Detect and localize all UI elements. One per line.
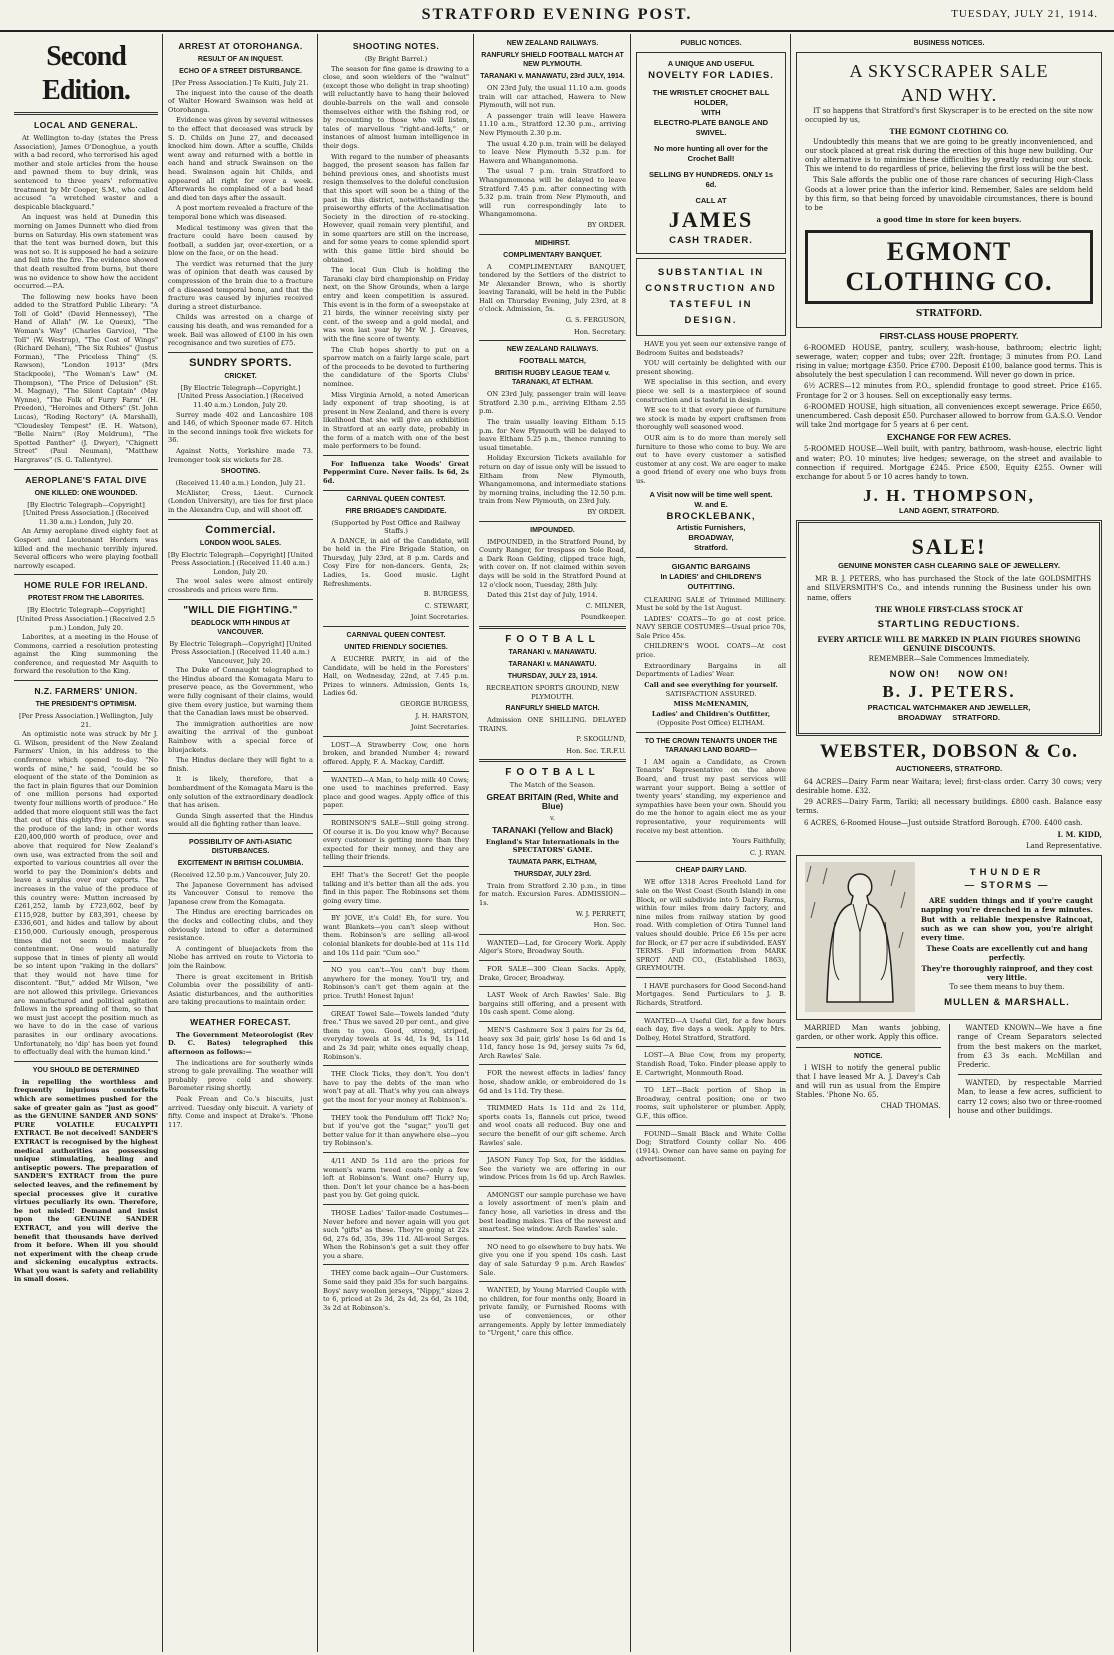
article-paragraph: There is great excitement in British Columbia over the possibility of anti-Asiatic disturbances, and the authorities are taking precautions to maintain order. <box>168 972 313 1007</box>
classified-ad: WANTED—Lad, for Grocery Work. Apply Alger's Store, Broadway South. <box>479 938 626 956</box>
notice-text: I AM again a Candidate, as Crown Tenants' Representative on the above Board, and trust my past services will warrant your support. Being a settler of twenty years' standing, my experience and sympathies have been your own. Should you do me the honor to again elect me as your representative, your requirements will receive my best attention. <box>636 757 786 835</box>
notice-text: RECREATION SPORTS GROUND, NEW PLYMOUTH. <box>485 683 620 701</box>
advert-text: Extraordinary Bargains in all Departments of Ladies' Wear. <box>636 661 786 679</box>
notice-subheadline: TARANAKI v. MANAWATU, 23rd JULY, 1914. <box>480 73 625 80</box>
signature: Hon. Secretary. <box>573 327 626 336</box>
article-paragraph: The Hindus declare they will fight to a finish. <box>168 756 313 773</box>
advert-text: 6 ACRES, 6-Roomed House—Just outside Stratford Borough. £700. £400 cash. <box>804 818 1083 827</box>
advert-thunderstorms <box>796 855 1102 1020</box>
advert-text: These Coats are excellently cut and hang perfectly. <box>926 944 1088 963</box>
advert-headline: THUNDER <box>969 867 1045 879</box>
notice-headline: FOOTBALL <box>505 633 600 645</box>
notice-text: The usual 4.20 p.m. train will be delayed to leave New Plymouth 5.32 p.m. for Hawera and Whanganomona. <box>479 139 626 165</box>
subheadline: ONE KILLED: ONE WOUNDED. <box>34 489 138 497</box>
section-header: PUBLIC NOTICES. <box>680 40 742 47</box>
wire-credit: [By Electric Telegraph—Copyright] [United Press Association.] (Received 2.5 p.m.) London, July 20. <box>16 606 156 632</box>
notice-text: Holiday Excursion Tickets available for return on day of issue only will be issued to Eltham from New Plymouth, Whangamomona, and intermediate stations by morning trains, including the 12.50 p.m. train from New Plymouth, on 23rd July. <box>479 454 626 506</box>
advert-line: LAND AGENT, STRATFORD. <box>899 506 999 516</box>
article-paragraph: The inquest into the cause of the death of Walter Howard Swainson was held at Otorohanga. <box>168 88 313 114</box>
advert-text: 6-ROOMED HOUSE, high situation, all conveniences except sewerage. Price £650, unencumbered. Cash deposit £50. Purchaser allowed to borrow from G.A.S.O. Vendor will take 2nd mortgage for 5 years at 6 per cent. <box>796 402 1102 430</box>
notice-text: The Match of the Season. <box>509 781 596 790</box>
classified-ad: AMONGST our sample purchase we have a lovely assortment of men's plain and fancy hose, all varieties in dress and the best leading makes. Ties of the newest and smartest. See window. Arch Rawles' sale. <box>479 1190 626 1234</box>
column-4 <box>479 36 626 1651</box>
advert-line: THE WRISTLET CROCHET BALL HOLDER, <box>652 88 770 107</box>
advert-name: MULLEN & MARSHALL. <box>944 997 1070 1009</box>
subheadline: RESULT OF AN INQUEST. <box>197 56 284 63</box>
notice-subheadline: FOOTBALL MATCH, <box>519 358 586 366</box>
notice-text: England's Star Internationals in the SPECTATORS' GAME. <box>485 837 620 855</box>
signature: J. H. HARSTON, <box>415 711 469 720</box>
notice-subheadline: RANFURLY SHIELD FOOTBALL MATCH AT NEW PLYMOUTH. <box>481 52 624 68</box>
advert-text: Ladies' and Children's Outfitter, <box>651 709 771 718</box>
newspaper-title: STRATFORD EVENING POST. <box>421 6 693 23</box>
advert-skyscraper-sale <box>796 52 1102 328</box>
notice-headline: NOTICE. <box>854 1052 883 1060</box>
advert-line: Artistic Furnishers, <box>676 522 746 532</box>
advert-text: EVERY ARTICLE WILL BE MARKED IN PLAIN FIGURES SHOWING GENUINE DISCOUNTS. <box>817 635 1081 654</box>
signature: Poundkeeper. <box>580 613 626 622</box>
classified-ad: TO LET—Back portion of Shop in Broadway, central position; one or two rooms, suit upholsterer or plumber. Apply, G.F., this office. <box>636 1086 786 1120</box>
advert-text: To see them means to buy them. <box>949 982 1065 991</box>
advert-text: WE specialise in this section, and every piece we sell is a masterpiece of sound construction and is tasteful in design. <box>636 378 786 404</box>
notice-headline: CARNIVAL QUEEN CONTEST. <box>346 632 446 640</box>
advert-line: GENUINE MONSTER CASH CLEARING SALE OF JEWELLERY. <box>838 561 1060 571</box>
classified-ad: THOSE Ladies' Tailor-made Costumes—Never before and never again will you get such "gifts" as these. They're going at 22s 6d, 27s 6d, 35s, 39s 11d. All-wool Serges. When the Robinson's get a suit they offer you a share. <box>323 1208 469 1260</box>
notice-headline: NEW ZEALAND RAILWAYS. <box>506 346 599 354</box>
advert-text: Call and see everything for yourself. <box>644 680 778 689</box>
classified-ad: THEY come back again—Our Customers. Some said they paid 35s for such bargains. Boys' navy woollen jerseys, "Nippy," sizes 2 to 6, priced at 2s 3d, 2s 4d, 2s 6d, 2s 10d, 3s 2d at Robinson's. <box>323 1269 469 1312</box>
edition-banner: Second Edition. <box>42 41 130 106</box>
advert-line: In LADIES' and CHILDREN'S OUTFITTING. <box>660 571 762 591</box>
notice-headline: FOOTBALL <box>505 767 600 779</box>
classified-ad: NO you can't—You can't buy them anywhere for the money. You'll try, and Robinson's can't get them again at the price. Truth! Honest Injun! <box>323 966 469 1001</box>
advert-line: NOVELTY FOR LADIES. <box>648 70 774 81</box>
notice-text: ON 23rd July, the usual 11.10 a.m. goods train will car attached, Hawera to New Plymouth, will not run. <box>479 84 626 110</box>
advert-text: OUR aim is to do more than merely sell furniture to those who come to buy. We are out to have every customer a satisfied customer at any cost. We are eager to make a good friend of every one who buys from us. <box>636 433 786 485</box>
classified-ad: MARRIED Man wants jobbing, garden, or other work. Apply this office. <box>796 1024 941 1042</box>
signature: I. M. KIDD, <box>1057 829 1102 839</box>
advert-text: IT so happens that Stratford's first Skyscraper is to be erected on the site now occupied by us, <box>805 107 1093 125</box>
classified-ad: GREAT Towel Sale—Towels landed "duty free." Thus we saved 20 per cent., and give them to you. Good, strong, striped, everyday towels at 1s 4d, 1s 9d, 1s 11d and 2s 3d pair, white ones equally cheap, Robinson's. <box>323 1009 469 1061</box>
advert-line: BROADWAY, <box>688 532 734 542</box>
advert-line: BROADWAY STRATFORD. <box>898 712 1000 722</box>
classified-ad: EH! That's the Secret! Get the people talking and it's better than all the ads. you find in this paper. The Robinsons set them going every time. <box>323 870 469 905</box>
raincoat-illustration <box>805 862 915 1012</box>
classified-ad: LOST—A Blue Cow, from my property, Standish Road, Toko. Finder please apply to E. Cartwright, Monmouth Road. <box>636 1051 786 1077</box>
notice-subheadline: COMPLIMENTARY BANQUET. <box>503 251 602 259</box>
notice-text: Admission ONE SHILLING. DELAYED TRAINS. <box>479 716 626 733</box>
advert-text: For Influenza take Woods' Great Peppermint Cure. Never fails. Is 6d, 2s 6d. <box>323 459 469 485</box>
classified-ad: WANTED—A Useful Girl, for a few hours each day, five days a week. Apply to Mrs. Dolbey, Hotel Stratford, Stratford. <box>636 1016 786 1042</box>
subheadline: SHOOTING. <box>220 468 261 476</box>
article-paragraph: A post mortem revealed a fracture of the temporal bone which was diseased. <box>168 204 313 221</box>
column-6 <box>796 36 1102 1651</box>
advert-name: B. J. PETERS. <box>882 681 1016 701</box>
notice-text: (Supported by Post Office and Railway Staffs.) <box>331 518 461 536</box>
article-paragraph: The Japanese Government has advised its Vancouver Consul to remove the Japanese crew from the Komagata. <box>168 880 313 906</box>
advert-name: J. H. THOMPSON, <box>863 486 1035 506</box>
article-paragraph: At Wellington to-day (states the Press Association), James O'Donoghue, a youth with a bad record, who terrorised his aged mother and stole articles from the house and pawned them to buy drink, was sentenced to three years' reformative treatment by Mr Cooper, S.M., who called accused "a wretched waster and a despicable blackguard." <box>14 134 158 211</box>
advert-line: No more hunting all over for the Crochet Ball! <box>654 144 768 163</box>
signature: C. J. RYAN. <box>749 848 786 857</box>
classified-ad: FOUND—Small Black and White Collie Dog; Stratford County collar No. 406 (1914). Owner can have same on paying for advertisement. <box>636 1129 786 1164</box>
classified-ad: TRIMMED Hats 1s 11d and 2s 11d, sports coats 1s, flannels cut price, tweed and wool coats all reduced. Buy one and secure the benefit of our gift scheme. Arch Rawles' sale. <box>479 1104 626 1147</box>
section-header: BUSINESS NOTICES. <box>913 40 985 47</box>
classified-ad: NO need to go elsewhere to buy hats. We give you one if you spend 10s cash. Last day of sale Saturday 9 p.m. Arch Rawles' Sale. <box>479 1242 626 1277</box>
column-rule <box>790 34 791 1652</box>
notice-subheadline: TARANAKI v. MANAWATU. <box>508 660 597 668</box>
advert-headline: A SKYSCRAPER SALE <box>849 61 1049 81</box>
signature: C. STEWART, <box>424 601 469 610</box>
signature: GEORGE BURGESS, <box>400 700 469 708</box>
column-rule <box>162 34 163 1652</box>
advert-text: This Sale affords the public one of those rare chances of securing High-Class Goods at a lower price than the inferior kind. Remember, Sales are seldom held by this firm, so that being forced by unavoidable circumstances, there is bound to be <box>805 176 1093 213</box>
notice-text: The train usually leaving Eltham 5.15 p.m. for New Plymouth will be delayed to leave Eltham 5.25 p.m., thence running to usual timetable. <box>479 418 626 452</box>
article-paragraph: The local Gun Club is holding the Taranaki clay bird championship on Friday next, on the Show Grounds, when a large entry and keen competition is assured. This event is in the form of a sweepstake at 21 birds, the winner receiving sixty per cent. of the sweep and a gold medal, and was won last year by Mr W. J. Greaves, with the fine score of twenty. <box>323 266 469 343</box>
advert-text: HAVE you yet seen our extensive range of Bedroom Suites and bedsteads? <box>636 340 786 357</box>
advert-line: W. and E. <box>694 499 728 509</box>
notice-subheadline: THURSDAY, JULY 23rd. <box>513 870 592 878</box>
classified-ad: THEY took the Pendulum off! Tick? No; but if you've got the "sugar," you'll get better value for it than anywhere else—you try Robinson's. <box>323 1113 469 1148</box>
headline: ARREST AT OTOROHANGA. <box>178 41 303 51</box>
classified-ad: THE Clock Ticks, they don't. You don't have to pay the debts of the man who won't pay at all. That's why you can always get the most for your money at Robinson's. <box>323 1070 469 1104</box>
advert-text: YOU will certainly be delighted with our present showing. <box>636 359 786 376</box>
advert-line: ELECTRO-PLATE BANGLE AND SWIVEL. <box>653 118 769 137</box>
headline: AEROPLANE'S FATAL DIVE <box>25 474 147 485</box>
advert-text: THE WHOLE FIRST-CLASS STOCK AT <box>875 604 1023 614</box>
advert-text: They're thoroughly rainproof, and they cost very little. <box>921 963 1093 982</box>
notice-subheadline: THURSDAY, JULY 23, 1914. <box>507 672 598 680</box>
classified-ad: LAST Week of Arch Rawles' Sale. Big bargains still offering, and a present with 10s cash spent. Come along. <box>479 991 626 1017</box>
advert-headline: — STORMS — <box>964 880 1050 892</box>
advert-text: a good time in store for keen buyers. <box>876 215 1022 225</box>
advert-line: A UNIQUE AND USEFUL <box>667 59 755 68</box>
article-paragraph: Against Notts, Yorkshire made 73. Iremonger took six wickets for 28. <box>168 446 313 464</box>
classified-ad: WANTED, by Young Married Couple with no children, for four months only, Board in private family, or Furnished Rooms with use of conveniences, or other arrangements. Apply by letter immediately to "Urgent," care this office. <box>479 1286 626 1338</box>
article-paragraph: With regard to the number of pheasants bagged, the present season has fallen far behind previous ones, and shootists must resign themselves to the doleful conclusion that this sport will soon be a thing of the past in this district, notwithstanding the praiseworthy efforts of the Acclimatisation Society in the direction of re-stocking. However, quail remain very plentiful, and in some quarters are still on the increase, and for some years to come splendid sport with this game little bird should be obtained. <box>323 152 469 264</box>
article-paragraph: Evidence was given by several witnesses to the effect that deceased was struck by S. D. Childs on June 27, and deceased knocked him down. After a scuffle, Childs went away and returned with a bottle in each hand and struck Swainson on the head. Swainson again hit Childs, and appeared all right for over a week. Afterwards he complained of a bad head and died ten days after the assault. <box>168 116 313 202</box>
signature: W. J. PERRETT, <box>575 909 626 918</box>
notice-text: ON 23rd July, passenger train will leave Stratford 2.30 p.m., arriving Eltham 2.55 p.m. <box>479 390 626 416</box>
wire-credit: (Received 12.50 p.m.) Vancouver, July 20. <box>170 870 311 879</box>
notice-headline: EXCHANGE FOR FEW ACRES. <box>887 432 1011 443</box>
article-paragraph: An Army aeroplane dived eighty feet at Gosport and Lieutenant Hordern was killed and the mechanic terribly injured. Several officers who were playing football narrowly escaped. <box>14 527 158 570</box>
notice-subheadline: FIRE BRIGADE'S CANDIDATE. <box>345 507 447 515</box>
article-paragraph: An optimistic note was struck by Mr J. G. Wilson, president of the New Zealand Farmers' Union, in his address to the conference which opened to-day. "No words of mine," he said, "could be so eloquent of the state of the Dominion as the fact in plain figures that our Dominion of one million persons had exported twenty four millions worth of produce." He added that more eloquent still was the fact that out of this eighty-five per cent. was the produce of the land; in other words £20,400,000 worth of produce, over and above that required for New Zealand's own use, was extracted from the soil and exported to various countries all over the world to pay the Dominion's debts and leave a surplus over our exports. The increases in the value of the produce of this country were: Mutton increased by £261,252, lamb by £723,602, beef by £115,928, butter by £83,391, cheese by £336,601, and hides and tallow by about £150,000. Curiously enough, prosperous times did not seem to make for contentment. One would naturally suppose that in times of plenty all would be so intent upon "raking in the dollars" that they would not have time for discontent. "But," added Mr Wilson, "we are not allowed this privilege. Grievances are manufactured and political agitation follows in the spreading of them, so that we must just accept the position much as we have to do in the case of various parasites in our ordinary avocations. Unfortunately, no 'dip' has been yet found to effectually deal with the human kind." <box>14 730 158 1057</box>
headline: WEATHER FORECAST. <box>190 1016 291 1027</box>
notice-subheadline: TARANAKI (Yellow and Black) <box>492 824 613 835</box>
advert-line: WITH <box>701 108 721 117</box>
classified-ad: ROBINSON'S SALE—Still going strong. Of course it is. Do you know why? Because every customer is getting more than they expected for their money, and they are telling their friends. <box>323 818 469 862</box>
advert-text: (Opposite Post Office) ELTHAM. <box>657 719 765 728</box>
advert-text: SATISFACTION ASSURED. <box>665 690 757 699</box>
column-rule <box>630 34 631 1652</box>
article-paragraph: The Government Meteorologist (Rev D. C. Bates) telegraphed this afternoon as follows:— <box>168 1030 313 1057</box>
advert-line: STARTLING REDUCTIONS. <box>877 619 1021 631</box>
signature: Land Representative. <box>1025 841 1102 850</box>
article-paragraph: Laborites, at a meeting in the House of Commons, carried a resolution protesting against the King summoning the conference, and requested Mr Asquith to forward the resolution to the King. <box>14 633 158 676</box>
classified-ad: MEN'S Cashmere Sox 3 pairs for 2s 6d, heavy sox 3d pair, girls' hose 1s 6d and 1s 11d, fancy hose 1s 9d, jersey suits 7s 6d, Arch Rawles' Sale. <box>479 1025 626 1060</box>
subheadline: POSSIBILITY OF ANTI-ASIATIC DISTURBANCES. <box>189 838 292 855</box>
classified-ad: FOR SALE—300 Clean Sacks. Apply, Drake, Grocer, Broadway. <box>479 965 626 982</box>
wire-credit: By Electric Telegraph—Copyright] [United Press Association.] (Received 11.40 a.m.) Vancouver, July 20. <box>169 639 312 665</box>
notice-headline: MIDHIRST. <box>535 239 570 247</box>
advert-text: WE see to it that every piece of furniture we stock is made by expert craftsmen from thoroughly well seasoned wood. <box>636 406 786 432</box>
advert-line: AUCTIONEERS, STRATFORD. <box>895 763 1003 773</box>
notice-subheadline: TARANAKI v. MANAWATU. <box>508 648 597 656</box>
notice-headline: CHEAP DAIRY LAND. <box>675 867 747 875</box>
advert-text: LADIES' COATS—To go at cost price. NAVY SERGE COSTUMES—Usual price 70s, Sale Price 45s. <box>636 614 786 640</box>
advert-text: Undoubtedly this means that we are going to be greatly inconvenienced, and our stock placed at great risk during the erection of this huge new building. Our only alternative is to minimise these difficulties by greatly reducing our stock. This we intend to do regardless of price, believing the first loss will be the best. <box>805 137 1093 174</box>
article-paragraph: Gunda Singh asserted that the Hindus would all die fighting rather than leave. <box>168 811 313 829</box>
advert-line: SELLING BY HUNDREDS. ONLY 1s 6d. <box>648 170 774 189</box>
subheadline: PROTEST FROM THE LABORITES. <box>28 595 144 603</box>
advert-text: Peak Frean and Co.'s biscuits, just arrived. Tuesday only biscuit. A variety of fifty. Come and inspect at Drake's. 'Phone 117. <box>168 1095 313 1129</box>
advert-crochet-holder <box>636 52 786 254</box>
signature: BY ORDER. <box>587 220 626 229</box>
advert-text: REMEMBER—Sale Commences Immediately. <box>868 654 1030 663</box>
column-3 <box>323 36 469 1651</box>
column-rule <box>317 34 318 1652</box>
article-paragraph: It is likely, therefore, that a bombardment of the Komagata Maru is the only solution of the extraordinary deadlock that has arisen. <box>168 775 313 810</box>
notice-text: A DANCE, in aid of the Candidate, will be held in the Fire Brigade Station, on Thursday, July 23rd, at 8 p.m. Cards and Cosy Fire for non-dancers. Gents, 2s; Ladies, 1s. Good music. Light Refreshments. <box>323 536 469 588</box>
advert-name: BROCKLEBANK, <box>666 510 756 522</box>
subheadline: DEADLOCK WITH HINDUS AT VANCOUVER. <box>191 619 290 636</box>
article-paragraph: A contingent of bluejackets from the Niobe has arrived en route to Victoria to join the Rainbow. <box>168 944 313 970</box>
subheadline: THE PRESIDENT'S OPTIMISM. <box>35 701 137 709</box>
subheadline: LONDON WOOL SALES. <box>199 539 282 547</box>
advert-line: Stratford. <box>694 542 728 552</box>
wire-credit: [By Electric Telegraph—Copyright] [United Press Association.] (Received 11.30 a.m.) London, July 20. <box>23 500 149 526</box>
notice-text: WE offer 1318 Acres Freehold Land for sale on the West Coast (South Island) in one Block, or will subdivide into 5 Dairy Farms, within four miles from dairy factory, and nine miles from railway station by good road. With completion of Otira Tunnel land values should double. Price £6 15s per acre for Block, or £7 per acre if subdivided. EASY TERMS. Full information from MARK SPROT AND CO., (Established 1863), GREYMOUTH. <box>636 878 786 973</box>
signature: C. MILNER, <box>585 601 626 610</box>
advert-text: ARE sudden things and if you're caught napping you're drenched in a few minutes. But with a reliable inexpensive Raincoat, such as we can show you, you're alright every time. <box>921 896 1093 942</box>
notice-headline: NEW ZEALAND RAILWAYS. <box>506 40 599 47</box>
advert-brocklebank <box>636 258 786 336</box>
article-paragraph: Childs was arrested on a charge of causing his death, and was remanded for a week. Bail was allowed of £100 in his own recognisance and two sureties of £75. <box>168 313 313 348</box>
wire-credit: [Per Press Association.] Te Kuiti, July 21. <box>172 79 309 87</box>
notice-headline: IMPOUNDED. <box>530 526 575 534</box>
advert-text: in repelling the worthless and frequently injurious counterfeits which are sometimes pushed for the sake of greater gain as "just as good" as the GENUINE SANDER AND SONS' PURE VOLATILE EUCALYPTI EXTRACT. Be not deceived! SANDER'S EXTRACT is recognised by the highest medical authorities as possessing unique stimulating, healing and antiseptic powers. The preparation of SANDER'S EXTRACT from the pure selected leaves, and the refinement by special processes give it curative virtues peculiarly its own. Therefore, be not misled! Demand and insist upon the GENUINE SANDER EXTRACT, and you will derive the benefit that thousands have derived from it before. When ill you should not experiment with the cheap crude and sickening eucalyptus extracts. What you want is safety and reliability in small doses. <box>14 1077 158 1284</box>
advert-jewellery-sale <box>796 520 1102 735</box>
notice-subheadline: RANFURLY SHIELD MATCH. <box>505 705 600 713</box>
classified-ad: JASON Fancy Top Sox, for the kiddies. See the variety we are offering in our window. Prices from 1s 6d up. Arch Rawles. <box>479 1156 626 1182</box>
subheadline: EXCITEMENT IN BRITISH COLUMBIA. <box>177 859 304 867</box>
notice-text: v. <box>549 814 556 823</box>
column-2 <box>168 36 313 1651</box>
notice-headline: TO THE CROWN TENANTS UNDER THE TARANAKI LAND BOARD— <box>644 737 778 754</box>
advert-text: STRATFORD. <box>915 309 983 320</box>
wire-credit: [Per Press Association.] Wellington, July 21. <box>19 712 153 729</box>
advert-text: 6½ ACRES—12 minutes from P.O., splendid frontage to good street. Price £165. Frontage for 2 or 3 houses. Sell on exceptionally easy terms. <box>796 382 1102 400</box>
article-paragraph: The wool sales were almost entirely crossbreds and prices were firm. <box>168 577 313 594</box>
advert-line: CASH TRADER. <box>669 235 753 246</box>
egmont-clothing-logo: EGMONT CLOTHING CO. <box>805 230 1093 304</box>
signature: Hon. Sec. <box>593 921 626 930</box>
article-paragraph: The Duke of Connaught telegraphed to the Hindus aboard the Komagata Maru to preserve peace, as the Government, who were fully cognisant of their claims, would give them every justice, but warning them that the Canadian laws must be observed. <box>168 666 313 718</box>
signature: Joint Secretaries. <box>410 613 469 622</box>
classified-ad: WANTED KNOWN—We have a fine range of Cream Separators selected from the best makers on the market, from £3 3s each. McMillan and Frederic. <box>957 1024 1102 1069</box>
signature: G. S. FERGUSON, <box>565 316 626 325</box>
subheadline: CRICKET. <box>224 372 257 380</box>
wire-credit: (Received 11.40 a.m.) London, July 21. <box>175 479 306 488</box>
advert-text: MR B. J. PETERS, who has purchased the Stock of the late GOLDSMITHS and SILVERSMITH'S Co., and intends running the Business under his own name, offers <box>807 575 1091 602</box>
wire-credit: [By Electric Telegraph—Copyright] [United Press Association.] (Received 11.40 a.m.) London, July 20. <box>168 550 313 576</box>
column-1 <box>14 36 158 1651</box>
advert-text: 64 ACRES—Dairy Farm near Waitara; level; first-class order. Carry 30 cows; very desirable home. £32. <box>796 777 1102 795</box>
classified-ad: 4/11 AND 5s 11d are the prices for women's warm tweed coats—only a few left at Robinson's. Want one? Hurry up, then. Don't let your chance be a has-been past you by. Get going quick. <box>323 1156 469 1200</box>
advert-line: SUBSTANTIAL IN CONSTRUCTION AND TASTEFUL IN DESIGN. <box>645 267 777 326</box>
article-paragraph: The immigration authorities are now awaiting the arrival of the gunboat Rainbow with a special force of bluejackets. <box>168 719 313 754</box>
advert-headline: YOU SHOULD BE DETERMINED <box>32 1066 140 1074</box>
signature: Joint Secretaries. <box>410 723 469 732</box>
advert-text: MISS McMENAMIN, <box>673 700 749 709</box>
headline: HOME RULE FOR IRELAND. <box>24 580 148 591</box>
headline: LOCAL AND GENERAL. <box>33 120 139 130</box>
advert-text: THE EGMONT CLOTHING CO. <box>889 127 1009 137</box>
headline: Commercial. <box>205 523 276 536</box>
advert-headline: AND WHY. <box>900 85 998 105</box>
notice-subheadline: GREAT BRITAIN (Red, White and Blue) <box>486 792 619 812</box>
classified-ad: FOR the newest effects in ladies' fancy hose, shadow ankle, or embroidered do 1s 6d and 1s 11d. Try these. <box>479 1069 626 1095</box>
advert-line: GIGANTIC BARGAINS <box>671 561 751 571</box>
notice-text: A passenger train will leave Hawera 11.10 a.m., Stratford 12.30 p.m., arriving New Plymouth 2.30 p.m. <box>479 111 626 137</box>
advert-line: CALL AT <box>695 196 727 205</box>
article-paragraph: An inquest was held at Dunedin this morning on James Dunnett who died from burns on Saturday. His own statement was that the tent was burned down, but this was not so. It is supposed he had a seizure and fell into the fire. The evidence showed that death resulted from burns, but there was no evidence to show how the accident occurred.—P.A. <box>14 213 158 291</box>
notice-text: The usual 7 p.m. train Stratford to Whangamomona will be delayed to leave Stratford 7.45 p.m. after connecting with 5.32 p.m. train from New Plymouth, and will run correspondingly late to Whangamomona. <box>479 167 626 219</box>
notice-text: A COMPLIMENTARY BANQUET, tendered by the Settlers of the district to Mr Alexander Brown, who is shortly leaving Taranaki, will be held in the Public Hall on Thursday Evening, July 23rd, at 8 o'clock. Admission, 5s. <box>479 262 626 314</box>
notice-text: Train from Stratford 2.30 p.m., in time for match. Excursion Fares. ADMISSION—1s. <box>479 881 626 908</box>
classified-ad: I HAVE purchasers for Good Second-hand Mortgages. Send Particulars to J. B. Richards, Stratford. <box>636 981 786 1008</box>
signature: Hon. Sec. T.R.F.U. <box>566 746 626 755</box>
headline: N.Z. FARMERS' UNION. <box>34 686 138 697</box>
advert-text: 6-ROOMED HOUSE, pantry, scullery, wash-house, bathroom; electric light; sewerage, water; copper and tubs; over 22ft. frontage; 3 minutes from P.O. Land rising in value; mortgage £350. Price £700. Deposit £100, balance good terms. This is absolutely the best speculation I can recommend. Will never go down in price. <box>796 343 1102 380</box>
wire-credit: [By Electric Telegraph—Copyright.] [United Press Association.] (Received 11.40 a.m.) London, July 20. <box>177 383 304 409</box>
advert-name: JAMES <box>668 207 754 232</box>
advert-line: A Visit now will be time well spent. <box>649 489 773 499</box>
notice-subheadline: TAUMATA PARK, ELTHAM, <box>508 858 597 866</box>
notice-headline: FIRST-CLASS HOUSE PROPERTY. <box>879 330 1019 341</box>
advert-text: 5-ROOMED HOUSE—Well built, with pantry, bathroom, wash-house, electric light and water; P.O. 10 minutes; live hedges; sewerage, on the street and available to connection if required. Mortgage £245. Price £500, Equity £255. Owner will exchange for about 5 or 10 acres handy to town. <box>796 445 1102 482</box>
advert-text: 29 ACRES—Dairy Farm, Tariki; all necessary buildings. £800 cash. Balance easy terms. <box>796 798 1102 816</box>
byline: (By Bright Barrel.) <box>364 55 428 63</box>
headline: SHOOTING NOTES. <box>352 41 440 51</box>
notice-text: I WISH to notify the general public that I have leased Mr A. J. Davey's Cab and will run as usual from the Empire Stables. 'Phone No. 65. <box>796 1063 941 1100</box>
advert-line: NOW ON! NOW ON! <box>889 668 1009 680</box>
article-paragraph: Medical testimony was given that the fracture could have been caused by football, a sudden jar, over-exertion, or a blow on the face, or on the head. <box>168 223 313 258</box>
classified-ad: WANTED—A Man, to help milk 40 Cows; one used to machines preferred. Easy place and good wages. Apply office of this paper. <box>323 775 469 810</box>
article-paragraph: The indications are for southerly winds strong to gale prevailing. The weather will probably prove cold and showery. Barometer rising shortly. <box>168 1058 313 1093</box>
notice-text: A EUCHRE PARTY, in aid of the Candidate, will be held in the Foresters' Hall, on Wednesday, 22nd, at 7.45 p.m. Prizes to winners. Admission, Gents 1s, Ladies 6d. <box>323 655 469 698</box>
issue-date: TUESDAY, JULY 21, 1914. <box>951 8 1098 20</box>
advert-text: CLEARING SALE of Trimmed Millinery. Must be sold by the 1st August. <box>636 595 786 613</box>
signature: Yours Faithfully, <box>732 837 786 846</box>
signature: P. SKOGLUND, <box>576 735 626 744</box>
column-5 <box>636 36 786 1651</box>
masthead <box>0 0 1114 32</box>
classified-ad: WANTED, by respectable Married Man, to lease a few acres, sufficient to carry 12 cows; also two or three-roomed house and other buildings. <box>957 1079 1102 1115</box>
article-paragraph: The season for fine game is drawing to a close, and soon wielders of the "walnut" (except those who delight in trap shooting) will reluctantly have to hang their beloved double-barrels on the wall and console themselves either with the fishing rod, or by recounting to those who will listen, tales of marvellous "right-and-lefts," or instances of almost human intelligence in their dogs. <box>323 64 469 150</box>
classified-ad: BY JOVE, it's Cold! Eh, for sure. You want Blankets—you can't sleep without them. Robinson's are selling all-wool colonial blankets for double-bed at 11s 11d and 10s 11d pair. "Cum soo." <box>323 914 469 957</box>
advert-headline: SALE! <box>911 534 987 560</box>
signature: CHAD THOMAS. <box>880 1102 941 1111</box>
notice-text: IMPOUNDED, in the Stratford Pound, by County Ranger, for trespass on Sole Road, a Dark Roan Gelding, clipped trace high, with cover on. If not claimed within seven days will be sold in the Stratford Pound at 12 o'clock noon, Tuesday, 28th July. <box>479 537 626 589</box>
article-paragraph: Surrey made 402 and Lancashire 108 and 146, of which Spooner made 67. Hitch in the second innings took five wickets for 36. <box>168 410 313 445</box>
article-paragraph: The verdict was returned that the jury was of opinion that death was caused by compression of the brain due to a fracture of a diseased temporal bone, and that the fracture was caused by injuries received during a street disturbance. <box>168 259 313 311</box>
article-paragraph: The Hindus are erecting barricades on the decks and collecting clubs, and they obviously intend to offer a determined resistance. <box>168 908 313 943</box>
notice-headline: CARNIVAL QUEEN CONTEST. <box>346 495 446 503</box>
classified-ad: LOST—A Strawberry Cow, one horn broken, and branded Number 4; reward offered. Apply, F. A. Mackay, Cardiff. <box>323 740 469 766</box>
signature: BY ORDER. <box>587 507 626 516</box>
notice-text: Dated this 21st day of July, 1914. <box>487 591 598 600</box>
headline: SUNDRY SPORTS. <box>189 356 292 369</box>
signature: B. BURGESS, <box>423 590 469 599</box>
article-paragraph: Miss Virginia Arnold, a noted American lady exponent of trap shooting, is at present in New Zealand, and there is every likelihood that she will give an exhibition in Stratford at an early date, probably in the form of a match with one of the best male performers to be found. <box>323 390 469 451</box>
article-paragraph: The Club hopes shortly to put on a sparrow match on a fairly large scale, part of the proceeds to be devoted to furthering the candidature of the Sports Clubs' nominee. <box>323 345 469 388</box>
subheadline: ECHO OF A STREET DISTURBANCE. <box>179 68 302 75</box>
headline: "WILL DIE FIGHTING." <box>183 604 298 616</box>
advert-line: PRACTICAL WATCHMAKER AND JEWELLER, <box>867 702 1031 712</box>
advert-text: CHILDREN'S WOOL COATS—At cost price. <box>636 642 786 660</box>
column-rule <box>473 34 474 1652</box>
notice-subheadline: BRITISH RUGBY LEAGUE TEAM v. TARANAKI, AT ELTHAM. <box>494 370 611 387</box>
article-paragraph: McAlister, Cress, Lieut. Curnock (London University), are ties for first place in the Alexandra Cup, and will shoot off. <box>168 488 313 514</box>
notice-subheadline: UNITED FRIENDLY SOCIETIES. <box>344 644 448 652</box>
advert-name: WEBSTER, DOBSON & Co. <box>819 740 1079 762</box>
article-paragraph: The following new books have been added to the Stratford Public Library: "A Toll of Gold" (David Hennessey), "The Hand of Allah" (W. Le Queux), "The Woman's Way" (Charles Garvice), "The Toll" (W. Westrup), "The Cost of Wings" (Richard Dehan), "The Six Rubies" (Justus Forman), "The Priceless Thing" (S. Rawson), "London 1913" (Mrs Stackpoole), "The Woman's Law" (M. Thompson), "The Price of Delusion" (St. M. Magnay), "The Silent Captain" (May Wynne), "The Folk of Furry Farm" (H. Preedon), "Heroines and Others" (St. John Lucas), "Roding Rectory" (A. Marshall), "Cloudesley Tempest" (E. H. Watson), "Belle Nairn" (Roy Meldrum), "The Spotted Panther" (J. Dwyer), "Chignett Street" (Paul Neuman), "Matthew Hargraves" (S. G. Tallentyre). <box>14 292 158 464</box>
